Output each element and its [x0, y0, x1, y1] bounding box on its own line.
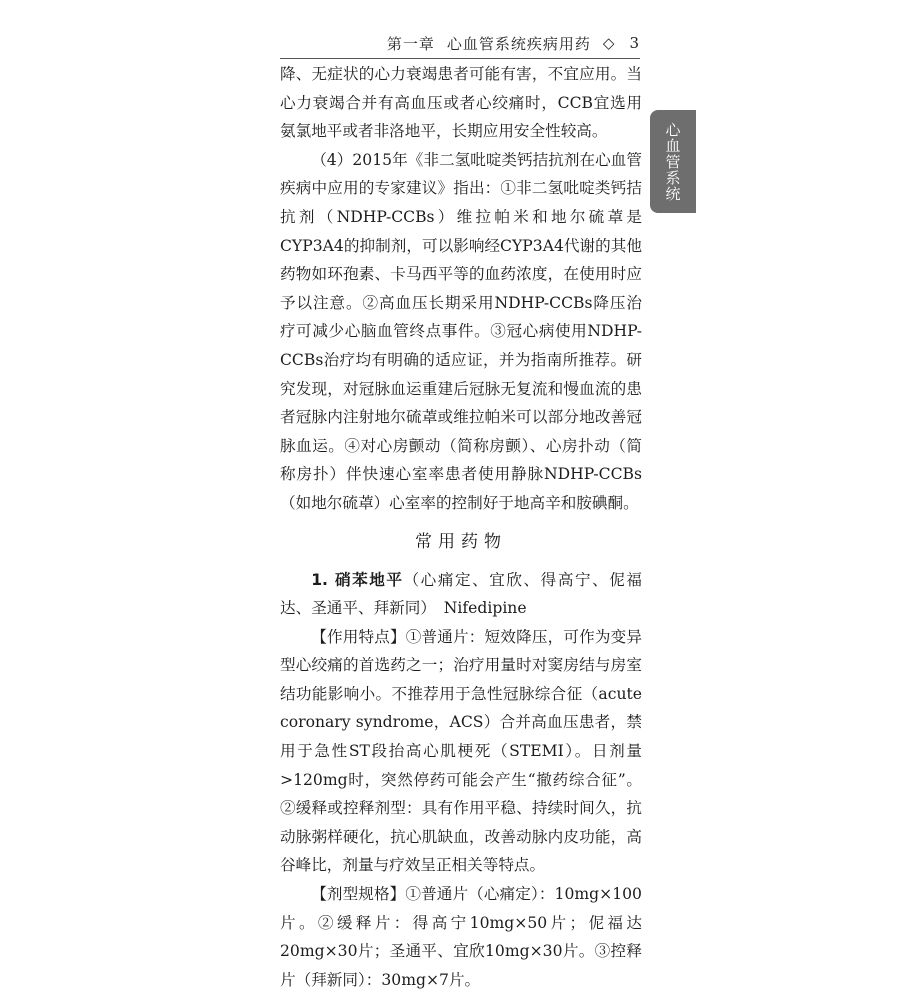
chapter-number: 第一章 — [386, 34, 435, 53]
spec-paragraph — [280, 880, 642, 994]
page-body — [280, 60, 642, 994]
spec-label: 【剂型规格】 — [311, 885, 406, 904]
section-heading: 常用药物 — [415, 531, 507, 552]
paragraph-expert-advice: （4）2015年《非二氢吡啶类钙拮抗剂在心血管疾病中应用的专家建议》指出：①非二氢吡啶类钙拮抗剂（NDHP-CCBs）维拉帕米和地尔硫䓬是CYP3A4的抑制剂，可以影响经CYP3A4代谢的其他药物如环孢素、卡马西平等的血药浓度，在使用时应予以注意。②高血压长期采用NDHP-CCBs降压治疗可减少心脑血管终点事件。③冠心病使用NDHP-CCBs治疗均有明确的适应证，并为指南所推荐。研究发现，对冠脉血运重建后冠脉无复流和慢血流的患者冠脉内注射地尔硫䓬或维拉帕米可以部分地改善冠脉血运。④对心房颤动（简称房颤）、心房扑动（简称房扑）伴快速心室率患者使用静脉NDHP-CCBs（如地尔硫䓬）心室率的控制好于地高辛和胺碘酮。 — [280, 150, 642, 512]
features-label: 【作用特点】 — [311, 627, 406, 646]
paragraph-continued: 降、无症状的心力衰竭患者可能有害，不宜应用。当心力衰竭合并有高血压或者心绞痛时，CCB宜选用氨氯地平或者非洛地平，长期应用安全性较高。 — [280, 65, 642, 141]
drug-name: 1. 硝苯地平 — [311, 570, 404, 589]
running-header — [280, 29, 640, 57]
drug-aliases: （心痛定、宜欣、得高宁、伲福达、圣通平、拜新同） Nifedipine — [280, 570, 642, 618]
chapter-title: 心血管系统疾病用药 — [446, 34, 591, 53]
spec-text: ①普通片（心痛定）：10mg×100片。②缓释片：得高宁10mg×50片；伲福达20mg×30片；圣通平、宜欣10mg×30片。③控释片（拜新同）：30mg×7片。 — [280, 885, 642, 989]
diamond-icon: ◇ — [602, 34, 616, 52]
section-thumb-tab: 心血管系统 — [650, 110, 696, 213]
drug-entry-heading — [280, 566, 642, 623]
page-number: 3 — [629, 34, 640, 52]
header-divider — [280, 58, 640, 59]
features-text: ①普通片：短效降压，可作为变异型心绞痛的首选药之一；治疗用量时对窦房结与房室结功能影响小。不推荐用于急性冠脉综合征（acute coronary syndrome，ACS）合并高血压患者，禁用于急性ST段抬高心肌梗死（STEMI）。日剂量>120mg时，突然停药可能会产生“撤药综合征”。②缓释或控释剂型：具有作用平稳、持续时间久，抗动脉粥样硬化，抗心肌缺血，改善动脉内皮功能，高谷峰比，剂量与疗效呈正相关等特点。 — [280, 627, 642, 875]
features-paragraph — [280, 623, 642, 880]
